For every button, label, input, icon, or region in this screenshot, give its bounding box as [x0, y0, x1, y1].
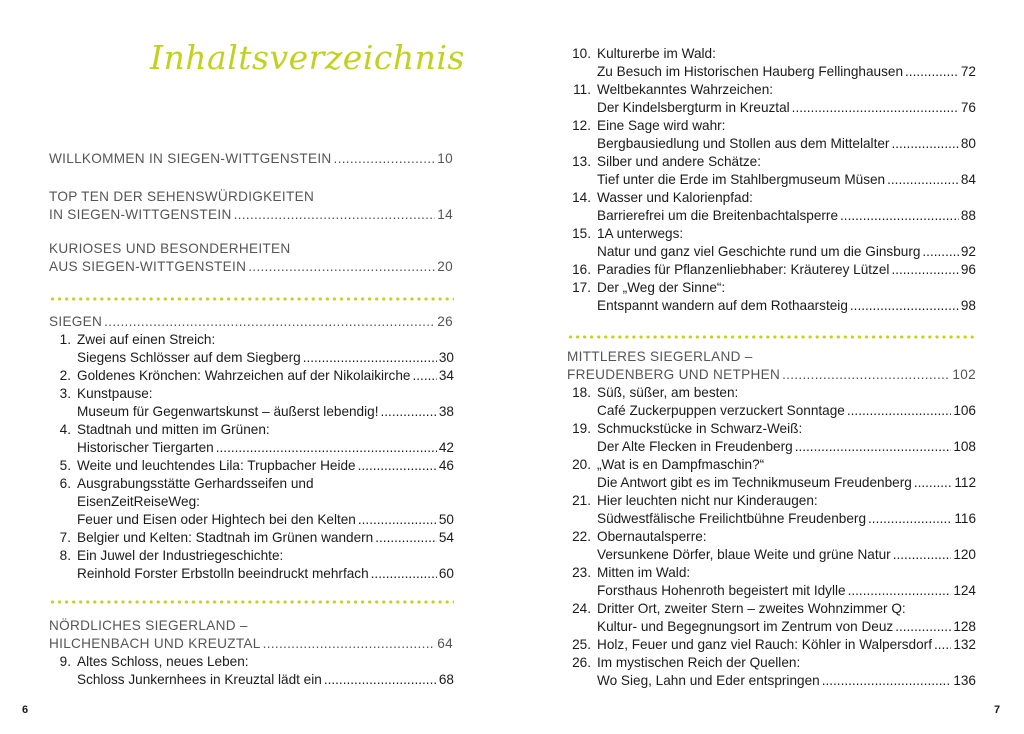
- toc-section-north[interactable]: [49, 617, 453, 653]
- entry-line: [49, 331, 454, 349]
- entry-line: [567, 564, 976, 582]
- entry-number: 2.: [59, 368, 71, 383]
- entry-text: Belgier und Kelten: Stadtnah im Grünen wandern: [77, 530, 374, 545]
- leader-dots: [922, 243, 958, 261]
- entry-text: Eine Sage wird wahr:: [597, 118, 726, 133]
- entry-number: 23.: [572, 565, 591, 580]
- entry-line: [567, 63, 976, 81]
- entry-line: [567, 420, 976, 438]
- toc-entry[interactable]: [49, 529, 454, 547]
- entry-line: [567, 456, 976, 474]
- page-ref: 46: [438, 458, 454, 473]
- toc-entry[interactable]: [567, 636, 976, 654]
- entry-line: [49, 385, 454, 403]
- leader-dots: [216, 439, 437, 457]
- page-ref: 72: [960, 64, 976, 79]
- entry-line: [49, 493, 454, 511]
- entry-text: Weite und leuchtendes Lila: Trupbacher Heide: [77, 458, 356, 473]
- page-ref: 88: [960, 208, 976, 223]
- entry-text: Versunkene Dörfer, blaue Weite und grüne Natur: [597, 547, 891, 562]
- entry-text: Silber und andere Schätze:: [597, 154, 761, 169]
- entry-text: Altes Schloss, neues Leben:: [77, 654, 249, 669]
- entry-text: Natur und ganz viel Geschichte rund um die Ginsburg: [597, 244, 921, 259]
- toc-entry[interactable]: [567, 420, 976, 456]
- entry-text: Mitten im Wald:: [597, 565, 691, 580]
- leader-dots: [334, 150, 436, 168]
- toc-entry[interactable]: [49, 385, 454, 421]
- entry-number: 11.: [573, 82, 591, 97]
- leader-dots: [868, 510, 952, 528]
- entry-line: [567, 225, 976, 243]
- entry-number: 13.: [572, 154, 591, 169]
- toc-entry-list: [49, 653, 454, 689]
- page-ref: 98: [960, 298, 976, 313]
- section-title: NÖRDLICHES SIEGERLAND –: [49, 618, 248, 633]
- entry-text: Der Kindelsbergturm in Kreuztal: [597, 100, 790, 115]
- entry-text: Die Antwort gibt es im Technikmuseum Freudenberg: [597, 475, 912, 490]
- entry-text: Schmuckstücke in Schwarz-Weiß:: [597, 421, 803, 436]
- entry-text: Barrierefrei um die Breitenbachtalsperre: [597, 208, 839, 223]
- entry-line: [567, 600, 976, 618]
- entry-text: Holz, Feuer und ganz viel Rauch: Köhler in Walpersdorf: [597, 637, 932, 652]
- entry-line: [567, 297, 976, 315]
- entry-line: [49, 529, 454, 547]
- entry-line: [567, 99, 976, 117]
- entry-line: [49, 565, 454, 583]
- section-title: MITTLERES SIEGERLAND –: [567, 349, 753, 364]
- page-ref: 92: [960, 244, 976, 259]
- leader-dots: [891, 135, 958, 153]
- page-ref: 128: [953, 619, 976, 634]
- entry-number: 22.: [572, 529, 591, 544]
- entry-text: Paradies für Pflanzenliebhaber: Kräuterey Lützel: [597, 262, 890, 277]
- toc-entry[interactable]: [567, 600, 976, 636]
- section-title: TOP TEN DER SEHENSWÜRDIGKEITEN: [49, 189, 315, 204]
- leader-dots: [792, 99, 959, 117]
- page-ref: 64: [437, 636, 453, 651]
- toc-entry[interactable]: [49, 457, 454, 475]
- entry-number: 16.: [572, 262, 591, 277]
- page-ref: 34: [438, 368, 454, 383]
- entry-line: [49, 403, 454, 421]
- toc-entry[interactable]: [49, 653, 454, 689]
- entry-line: [567, 672, 976, 690]
- page-number: 6: [22, 704, 29, 716]
- entry-line: [567, 153, 976, 171]
- page-ref: 42: [438, 440, 454, 455]
- entry-text: Wasser und Kalorienpfad:: [597, 190, 753, 205]
- entry-line: [49, 367, 454, 385]
- entry-text: Forsthaus Hohenroth begeistert mit Idylle: [597, 583, 846, 598]
- entry-text: Bergbausiedlung und Stollen aus dem Mittelalter: [597, 136, 890, 151]
- toc-entry[interactable]: [567, 189, 976, 225]
- toc-entry[interactable]: [567, 456, 976, 492]
- page-ref: 26: [437, 314, 453, 329]
- toc-entry[interactable]: [567, 45, 976, 81]
- entry-line: [49, 653, 454, 671]
- leader-dots: [914, 474, 953, 492]
- entry-line: [567, 171, 976, 189]
- entry-text: Goldenes Krönchen: Wahrzeichen auf der Nikolaikirche: [77, 368, 411, 383]
- entry-line: [567, 618, 976, 636]
- entry-number: 1.: [59, 332, 71, 347]
- entry-text: Hier leuchten nicht nur Kinderaugen:: [597, 493, 818, 508]
- leader-dots: [371, 565, 437, 583]
- page-ref: 120: [953, 547, 976, 562]
- page-ref: 106: [953, 403, 976, 418]
- entry-line: [567, 207, 976, 225]
- entry-text: Schloss Junkernhees in Kreuztal lädt ein: [77, 672, 322, 687]
- entry-line: [567, 636, 976, 654]
- leader-dots: [895, 618, 951, 636]
- page-ref: 68: [438, 672, 454, 687]
- entry-line: [567, 402, 976, 420]
- page-ref: 84: [960, 172, 976, 187]
- entry-line: [567, 438, 976, 456]
- entry-line: [567, 279, 976, 297]
- entry-text: Ein Juwel der Industriegeschichte:: [77, 548, 284, 563]
- entry-text: Im mystischen Reich der Quellen:: [597, 655, 801, 670]
- entry-line: [567, 189, 976, 207]
- page-ref: 10: [437, 151, 453, 166]
- leader-dots: [891, 261, 958, 279]
- entry-indent: [49, 493, 71, 511]
- entry-number: 9.: [59, 654, 71, 669]
- page-ref: 14: [437, 207, 453, 222]
- entry-number: 4.: [59, 422, 71, 437]
- entry-text: Kulturerbe im Wald:: [597, 46, 716, 61]
- page-ref: 20: [437, 259, 453, 274]
- page-number: 7: [994, 704, 1001, 716]
- toc-entry[interactable]: [567, 117, 976, 153]
- toc-entry[interactable]: [567, 279, 976, 315]
- entry-line: [567, 474, 976, 492]
- toc-row: [49, 150, 453, 168]
- toc-entry[interactable]: [49, 421, 454, 457]
- leader-dots: [248, 258, 435, 276]
- entry-line: [49, 671, 454, 689]
- entry-text: Der Alte Flecken in Freudenberg: [597, 439, 793, 454]
- toc-entry[interactable]: [49, 367, 454, 385]
- toc-title: Inhaltsverzeichnis: [150, 38, 465, 77]
- entry-number: 8.: [59, 548, 71, 563]
- entry-number: 21.: [572, 493, 591, 508]
- entry-line: [567, 546, 976, 564]
- entry-line: [49, 421, 454, 439]
- entry-number: 5.: [59, 458, 71, 473]
- entry-text: Stadtnah und mitten im Grünen:: [77, 422, 270, 437]
- entry-text: Wo Sieg, Lahn und Eder entspringen: [597, 673, 820, 688]
- page-ref: 50: [438, 512, 454, 527]
- toc-entry-list: [567, 45, 976, 315]
- toc-entry[interactable]: [567, 81, 976, 117]
- entry-line: [49, 475, 454, 493]
- toc-entry[interactable]: [49, 331, 454, 367]
- toc-row: [49, 258, 453, 276]
- entry-text: Tief unter die Erde im Stahlbergmuseum Müsen: [597, 172, 886, 187]
- section-title: KURIOSES UND BESONDERHEITEN: [49, 241, 291, 256]
- entry-line: [567, 384, 976, 402]
- page-ref: 112: [954, 475, 976, 490]
- toc-entry[interactable]: [567, 384, 976, 420]
- page-ref: 108: [953, 439, 976, 454]
- entry-line: [567, 45, 976, 63]
- page-ref: 124: [953, 583, 976, 598]
- dotted-divider: [49, 600, 454, 604]
- page-ref: 132: [953, 637, 976, 652]
- entry-line: [567, 510, 976, 528]
- entry-text: Café Zuckerpuppen verzuckert Sonntage: [597, 403, 845, 418]
- entry-number: 14.: [572, 190, 591, 205]
- page-ref: 116: [954, 511, 976, 526]
- entry-text: Dritter Ort, zweiter Stern – zweites Wohnzimmer Q:: [597, 601, 906, 616]
- entry-line: [567, 261, 976, 279]
- toc-entry-list: [49, 331, 454, 583]
- toc-section-welcome[interactable]: [49, 150, 453, 168]
- page-ref: 60: [438, 566, 454, 581]
- toc-entry[interactable]: [49, 475, 454, 529]
- leader-dots: [380, 403, 436, 421]
- toc-entry[interactable]: [567, 654, 976, 690]
- entry-text: Ausgrabungsstätte Gerhardsseifen und: [77, 476, 314, 491]
- section-title: AUS SIEGEN-WITTGENSTEIN: [49, 259, 247, 274]
- entry-number: 10.: [572, 46, 591, 61]
- toc-entry[interactable]: [49, 547, 454, 583]
- leader-dots: [847, 402, 951, 420]
- toc-section-middle[interactable]: [567, 348, 976, 384]
- section-title: WILLKOMMEN IN SIEGEN-WITTGENSTEIN: [49, 151, 332, 166]
- entry-line: [567, 117, 976, 135]
- entry-line: [49, 439, 454, 457]
- dotted-divider: [49, 297, 454, 301]
- leader-dots: [324, 671, 437, 689]
- entry-text: Siegens Schlösser auf dem Siegberg: [77, 350, 301, 365]
- entry-text: Obernautalsperre:: [597, 529, 707, 544]
- entry-line: [567, 582, 976, 600]
- leader-dots: [905, 63, 959, 81]
- entry-line: [567, 135, 976, 153]
- toc-entry[interactable]: [567, 564, 976, 600]
- leader-dots: [893, 546, 952, 564]
- entry-text: Weltbekanntes Wahrzeichen:: [597, 82, 774, 97]
- toc-entry-list: [567, 384, 976, 690]
- entry-line: [49, 457, 454, 475]
- entry-line: [567, 654, 976, 672]
- entry-line: [567, 528, 976, 546]
- toc-section-siegen[interactable]: [49, 313, 453, 331]
- leader-dots: [412, 367, 436, 385]
- leader-dots: [263, 635, 436, 653]
- entry-line: [49, 547, 454, 565]
- page-ref: 30: [438, 350, 454, 365]
- entry-text: 1A unterwegs:: [597, 226, 684, 241]
- leader-dots: [840, 207, 959, 225]
- entry-number: 20.: [572, 457, 591, 472]
- leader-dots: [934, 636, 951, 654]
- entry-number: 18.: [572, 385, 591, 400]
- entry-number: 6.: [59, 476, 71, 491]
- entry-text: Zwei auf einen Streich:: [77, 332, 216, 347]
- toc-entry[interactable]: [567, 261, 976, 279]
- leader-dots: [887, 171, 959, 189]
- entry-text: Feuer und Eisen oder Hightech bei den Kelten: [77, 512, 356, 527]
- section-title: SIEGEN: [49, 314, 103, 329]
- page-ref: 80: [960, 136, 976, 151]
- toc-section-top-ten[interactable]: [49, 188, 453, 224]
- section-title: FREUDENBERG UND NETPHEN: [567, 367, 781, 382]
- leader-dots: [822, 672, 952, 690]
- leader-dots: [358, 457, 437, 475]
- leader-dots: [848, 582, 952, 600]
- leader-dots: [303, 349, 437, 367]
- entry-line: [49, 511, 454, 529]
- toc-row: [49, 206, 453, 224]
- entry-number: 24.: [572, 601, 591, 616]
- entry-number: 3.: [59, 386, 71, 401]
- toc-entry[interactable]: [567, 492, 976, 528]
- entry-line: [49, 349, 454, 367]
- toc-entry[interactable]: [567, 528, 976, 564]
- entry-text: Der „Weg der Sinne“:: [597, 280, 726, 295]
- leader-dots: [234, 206, 436, 224]
- entry-text: EisenZeitReiseWeg:: [77, 494, 200, 509]
- section-title: HILCHENBACH UND KREUZTAL: [49, 636, 261, 651]
- entry-number: 12.: [572, 118, 591, 133]
- leader-dots: [782, 366, 950, 384]
- entry-number: 25.: [572, 637, 591, 652]
- toc-section-curiosities[interactable]: [49, 240, 453, 276]
- entry-number: 7.: [59, 530, 71, 545]
- page-ref: 76: [960, 100, 976, 115]
- entry-line: [567, 81, 976, 99]
- entry-number: 19.: [572, 421, 591, 436]
- entry-text: Zu Besuch im Historischen Hauberg Fellinghausen: [597, 64, 904, 79]
- entry-text: Historischer Tiergarten: [77, 440, 214, 455]
- entry-text: Reinhold Forster Erbstolln beeindruckt mehrfach: [77, 566, 369, 581]
- leader-dots: [104, 313, 435, 331]
- leader-dots: [358, 511, 437, 529]
- entry-line: [567, 492, 976, 510]
- entry-number: 17.: [572, 280, 591, 295]
- toc-entry[interactable]: [567, 153, 976, 189]
- page-ref: 54: [438, 530, 454, 545]
- page-ref: 96: [960, 262, 976, 277]
- entry-number: 15.: [572, 226, 591, 241]
- entry-text: Kultur- und Begegnungsort im Zentrum von Deuz: [597, 619, 894, 634]
- toc-entry[interactable]: [567, 225, 976, 261]
- entry-line: [567, 243, 976, 261]
- entry-text: Kunstpause:: [77, 386, 153, 401]
- entry-text: Museum für Gegenwartskunst – äußerst lebendig!: [77, 404, 379, 419]
- page-ref: 38: [438, 404, 454, 419]
- leader-dots: [850, 297, 959, 315]
- dotted-divider: [567, 335, 976, 339]
- leader-dots: [795, 438, 952, 456]
- leader-dots: [375, 529, 437, 547]
- entry-text: Entspannt wandern auf dem Rothaarsteig: [597, 298, 848, 313]
- entry-text: Südwestfälische Freilichtbühne Freudenberg: [597, 511, 867, 526]
- entry-text: Süß, süßer, am besten:: [597, 385, 739, 400]
- entry-number: 26.: [572, 655, 591, 670]
- page-ref: 136: [953, 673, 976, 688]
- entry-text: „Wat is en Dampfmaschin?“: [597, 457, 765, 472]
- page-ref: 102: [952, 367, 976, 382]
- section-title: IN SIEGEN-WITTGENSTEIN: [49, 207, 232, 222]
